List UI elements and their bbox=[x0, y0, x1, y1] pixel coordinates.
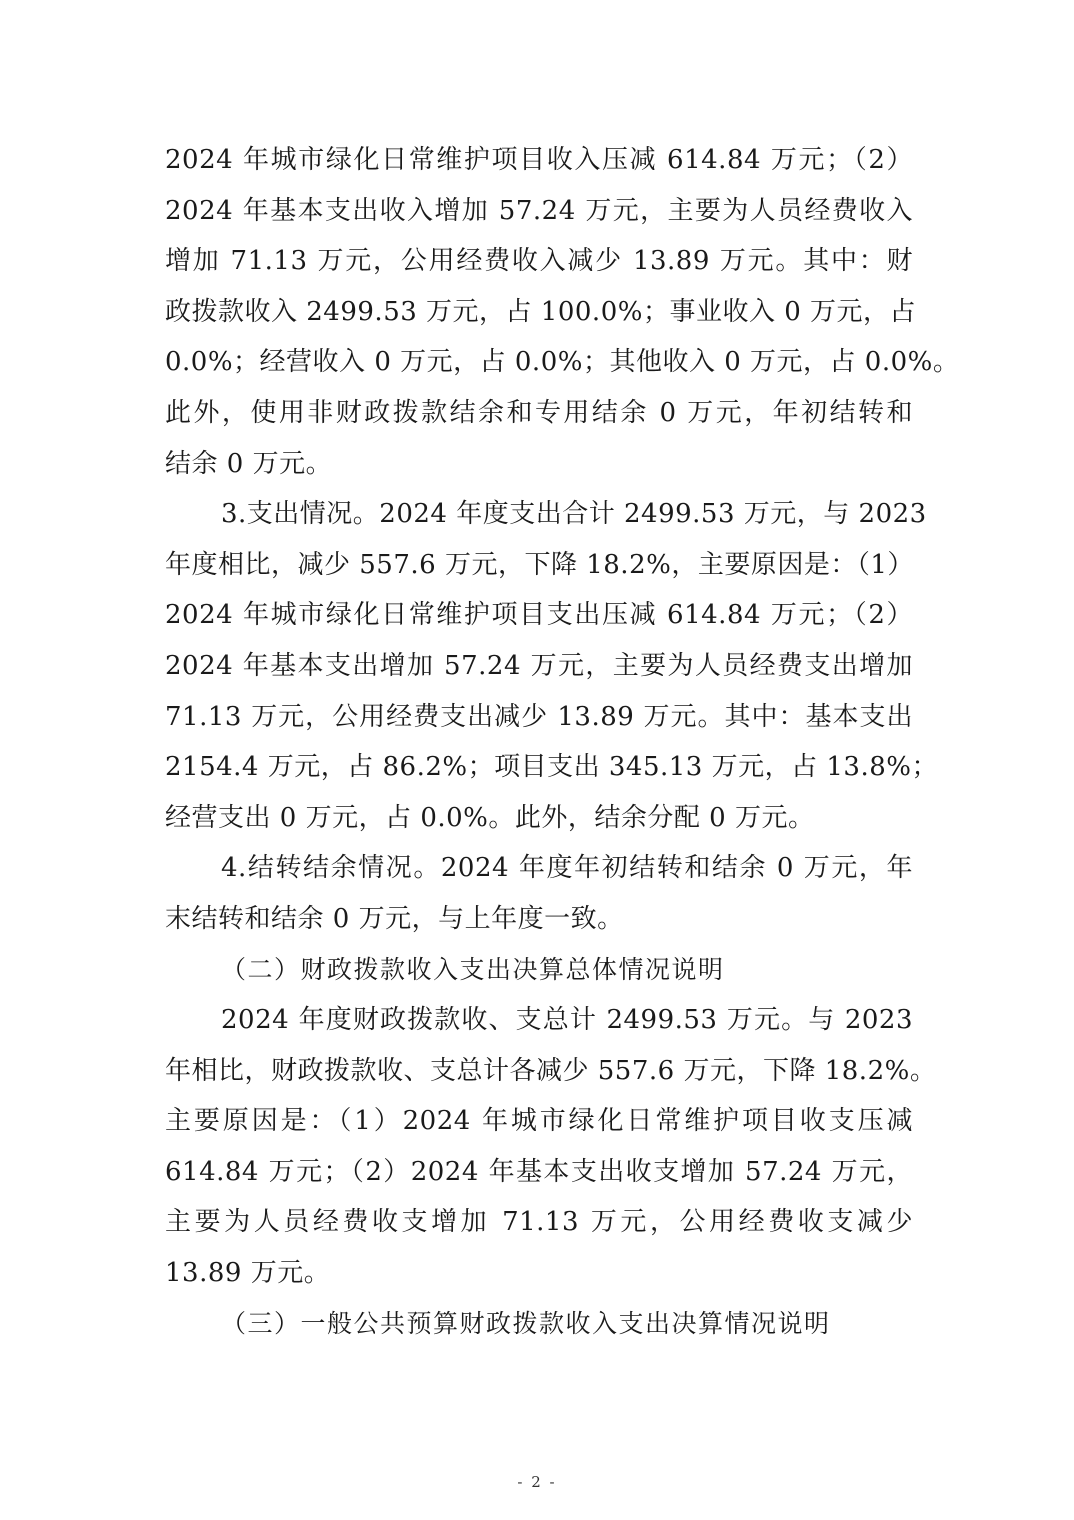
text-line: 年相比，财政拨款收、支总计各减少 557.6 万元，下降 18.2%。 bbox=[165, 1055, 937, 1086]
section-heading-2: （二）财政拨款收入支出决算总体情况说明 bbox=[221, 954, 725, 984]
text-line: 年度相比，减少 557.6 万元，下降 18.2%，主要原因是：（1） bbox=[165, 549, 914, 580]
text-line: 13.89 万元。 bbox=[165, 1258, 331, 1289]
paragraph-income-summary bbox=[165, 135, 960, 489]
text-line: 4.结转结余情况。2024 年度年初结转和结余 0 万元，年 bbox=[221, 853, 913, 884]
text-line: 71.13 万元，公用经费支出减少 13.89 万元。其中：基本支出 bbox=[165, 701, 913, 732]
text-line: 2024 年基本支出收入增加 57.24 万元，主要为人员经费收入 bbox=[165, 195, 913, 226]
text-line: 增加 71.13 万元，公用经费收入减少 13.89 万元。其中：财 bbox=[165, 246, 913, 277]
page-number: - 2 - bbox=[517, 1473, 557, 1491]
text-line: 3.支出情况。2024 年度支出合计 2499.53 万元，与 2023 bbox=[221, 499, 927, 530]
text-line: 0.0%；经营收入 0 万元，占 0.0%；其他收入 0 万元，占 0.0%。 bbox=[165, 347, 960, 378]
paragraph-carryover bbox=[165, 843, 913, 944]
text-line: 2024 年城市绿化日常维护项目支出压减 614.84 万元；（2） bbox=[165, 600, 913, 631]
text-line: 614.84 万元；（2）2024 年基本支出收支增加 57.24 万元， bbox=[165, 1156, 913, 1187]
text-line: 2024 年度财政拨款收、支总计 2499.53 万元。与 2023 bbox=[221, 1005, 913, 1036]
text-line: 主要原因是：（1）2024 年城市绿化日常维护项目收支压减 bbox=[165, 1106, 913, 1137]
paragraph-expenditure bbox=[165, 489, 938, 843]
text-line: 2154.4 万元，占 86.2%；项目支出 345.13 万元，占 13.8%； bbox=[165, 752, 938, 783]
text-line: 主要为人员经费收支增加 71.13 万元，公用经费收支减少 bbox=[165, 1207, 913, 1238]
paragraph-fiscal-appropriation bbox=[165, 995, 937, 1299]
text-line: 末结转和结余 0 万元，与上年度一致。 bbox=[165, 903, 624, 934]
text-line: 经营支出 0 万元，占 0.0%。此外，结余分配 0 万元。 bbox=[165, 802, 815, 833]
text-line: 2024 年城市绿化日常维护项目收入压减 614.84 万元；（2） bbox=[165, 145, 913, 175]
text-line: 2024 年基本支出增加 57.24 万元，主要为人员经费支出增加 bbox=[165, 650, 913, 681]
text-line: 结余 0 万元。 bbox=[165, 448, 333, 479]
section-heading-3: （三）一般公共预算财政拨款收入支出决算情况说明 bbox=[221, 1308, 831, 1338]
text-line: 政拨款收入 2499.53 万元，占 100.0%；事业收入 0 万元，占 bbox=[165, 296, 917, 327]
document-body bbox=[165, 135, 960, 1349]
text-line: 此外，使用非财政拨款结余和专用结余 0 万元，年初结转和 bbox=[165, 397, 913, 428]
